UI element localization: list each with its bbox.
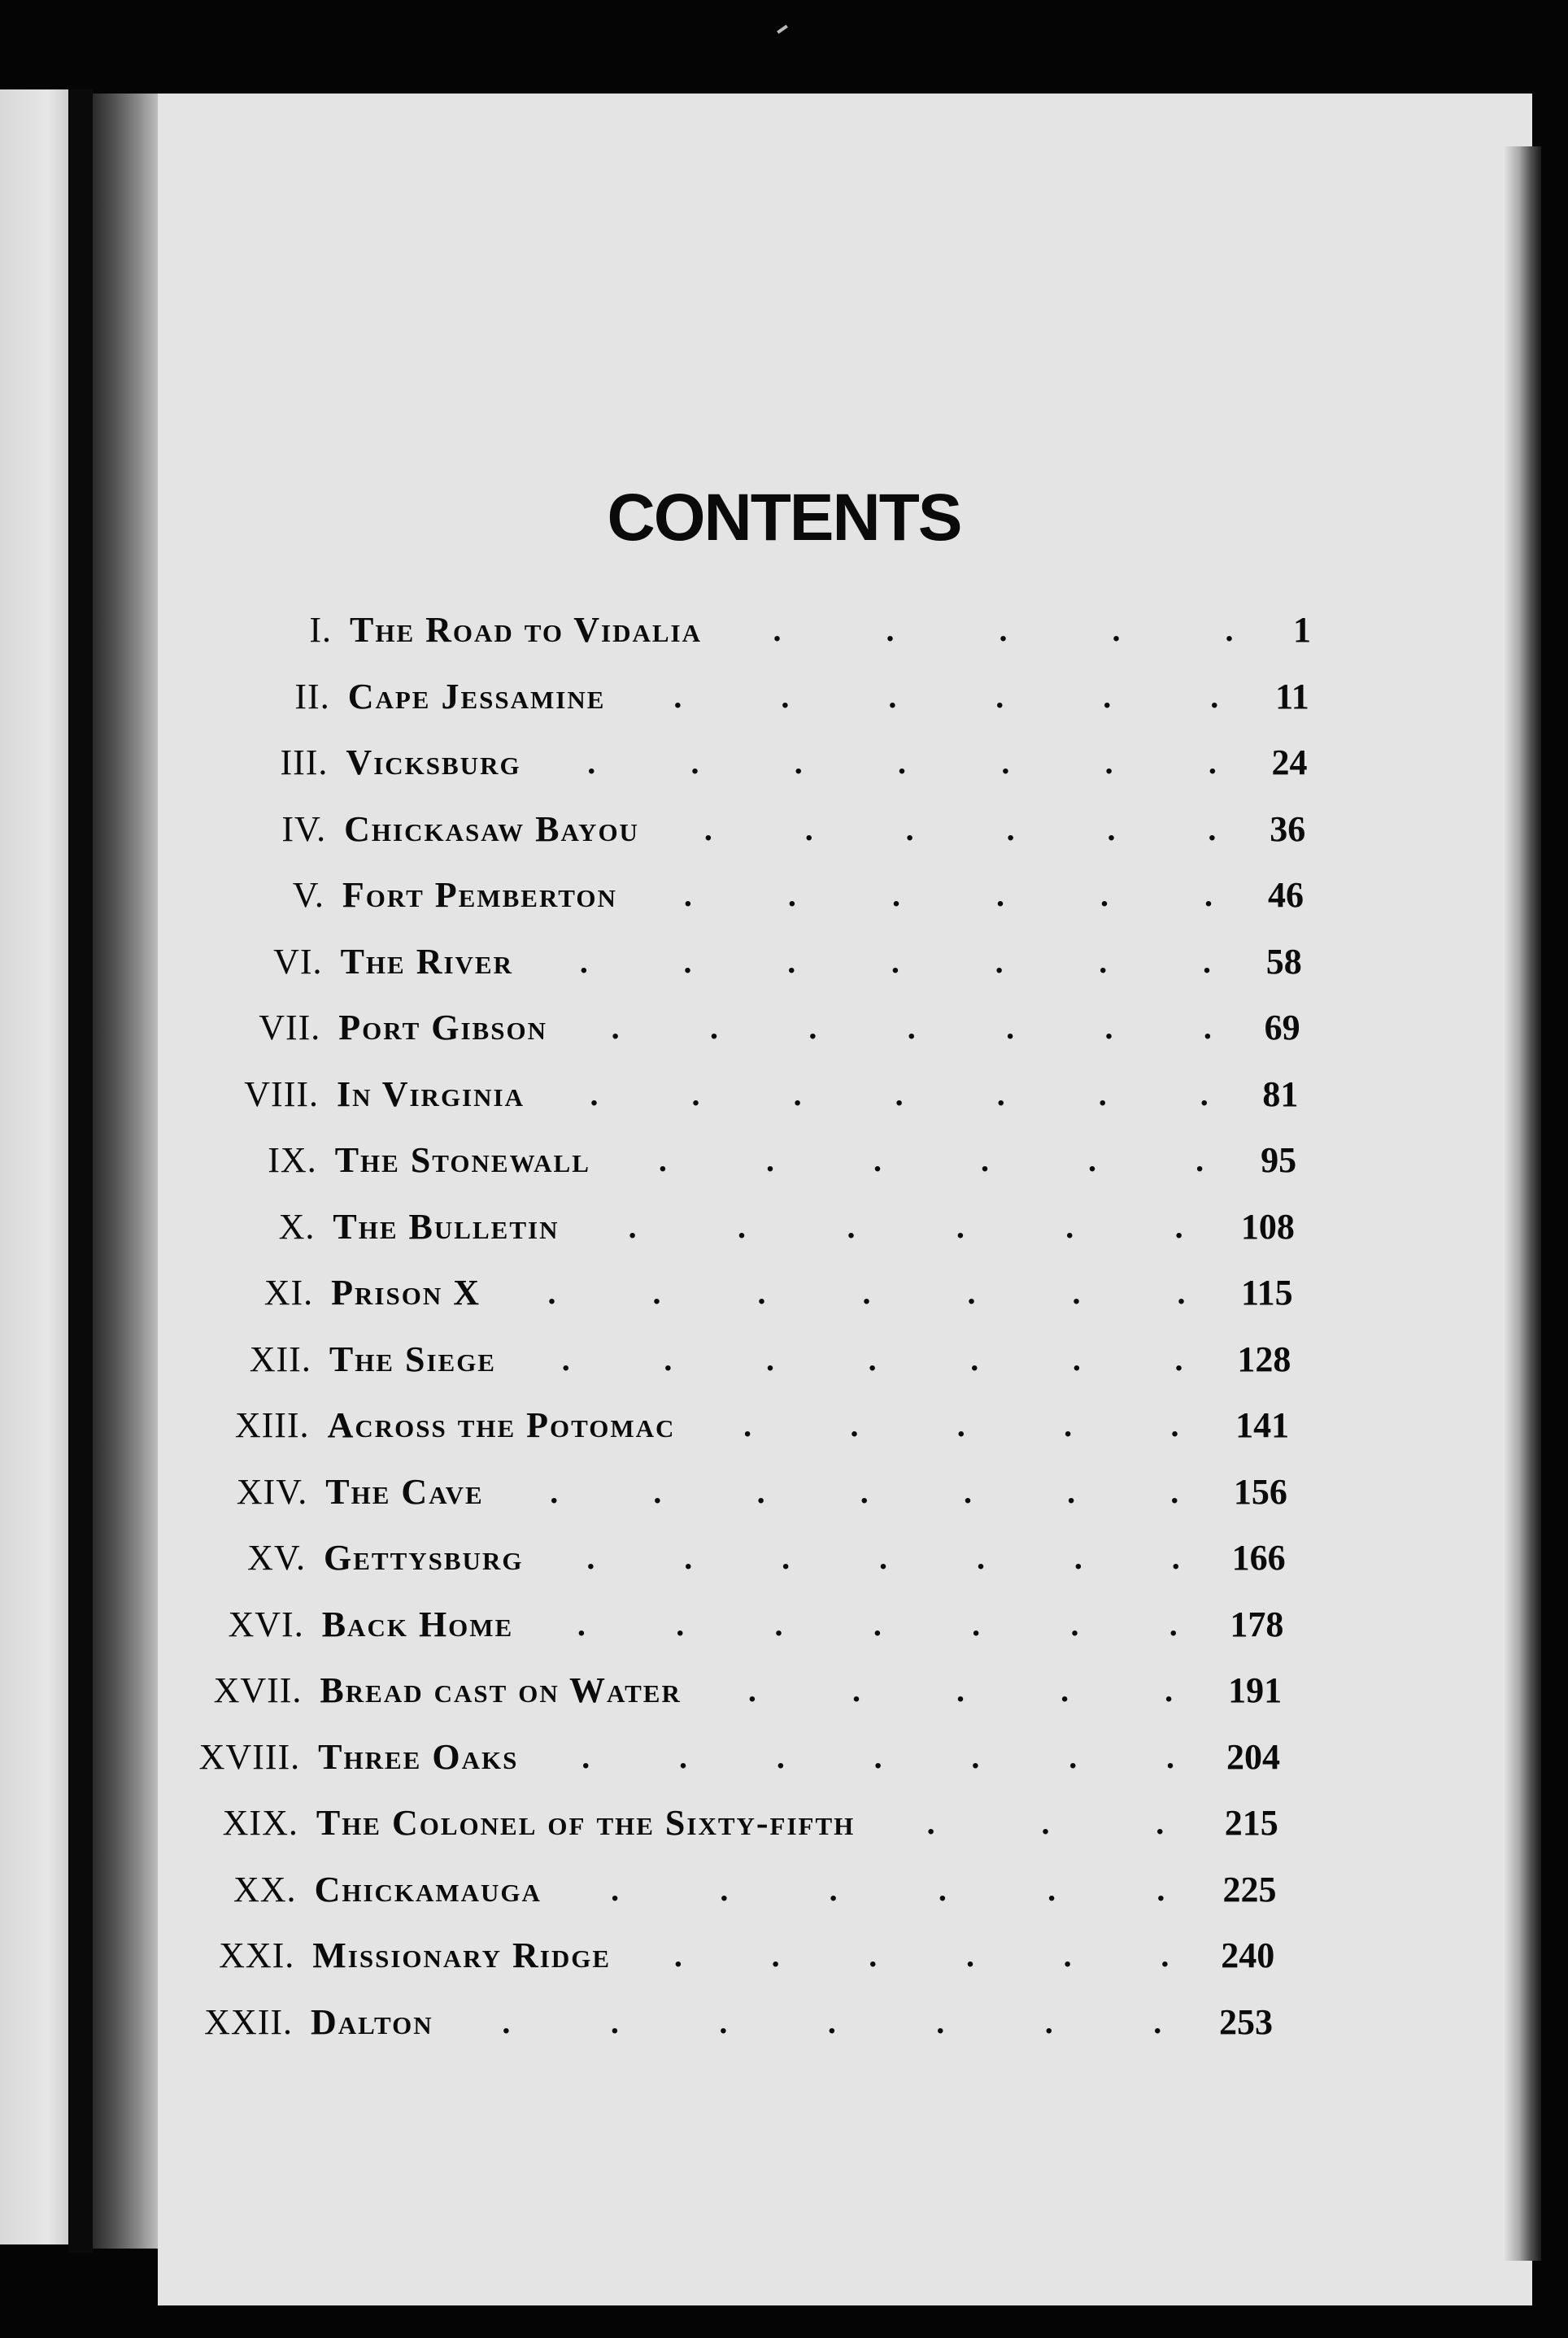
leader-dot: . [970,1340,979,1378]
chapter-title: Prison X [331,1273,481,1313]
chapter-title: The Colonel of the Sixty-fifth [316,1803,856,1843]
leader-dot: . [1072,1274,1081,1311]
chapter-title: Back Home [321,1604,514,1644]
toc-entry [249,1331,1291,1388]
leader-dot: . [502,2003,511,2040]
leader-dot: . [936,2003,945,2040]
chapter-title: Fort Pemberton [342,875,617,915]
leader-dot: . [653,1473,662,1510]
leader-dot: . [891,943,899,980]
dot-leader [511,1331,1226,1388]
leader-dot: . [1104,1009,1113,1046]
toc-entry [294,668,1309,725]
leader-dot: . [747,1672,756,1709]
leader-dot: . [710,1009,718,1046]
stray-mark [777,24,788,33]
leader-dot: . [1104,744,1113,781]
chapter-numeral: XIX. [222,1803,298,1843]
page-title: CONTENTS [607,481,961,555]
leader-dot: . [1069,1738,1078,1775]
leader-dot: . [690,744,699,781]
leader-dot: . [1063,1937,1072,1974]
leader-dot: . [1204,877,1213,913]
chapter-title: Gettysburg [324,1538,524,1578]
chapter-title: The Cave [325,1471,484,1512]
leader-dot: . [868,1340,877,1378]
dot-leader [690,1397,1224,1454]
leader-dot: . [999,612,1008,648]
dot-leader [538,1530,1220,1587]
leader-dot: . [898,744,907,781]
chapter-title: Port Gibson [338,1008,547,1047]
page-number: 24 [1271,742,1308,782]
leader-dot: . [976,1539,985,1576]
toc-entry [236,1464,1287,1521]
leader-dot: . [1061,1672,1069,1709]
dot-leader [556,1861,1212,1918]
chapter-title: Vicksburg [346,742,521,782]
leader-dot: . [1048,1870,1056,1908]
leader-dot: . [808,1009,817,1046]
leader-dot: . [1171,1539,1180,1576]
chapter-title: Missionary Ridge [312,1935,612,1975]
chapter-numeral: I. [309,610,332,650]
leader-dot: . [1006,810,1015,847]
leader-dot: . [860,1473,869,1510]
leader-dot: . [873,1142,882,1178]
leader-dot: . [1165,1672,1174,1709]
chapter-numeral: VII. [259,1008,321,1047]
leader-dot: . [782,1539,791,1576]
toc-entry [280,734,1308,791]
page-number: 141 [1235,1405,1290,1445]
leader-dot: . [1196,1142,1204,1178]
page-number: 69 [1264,1008,1300,1047]
leader-dot: . [1065,1208,1074,1245]
leader-dot: . [673,1937,682,1974]
leader-dot: . [1064,1407,1073,1443]
leader-dot: . [965,1937,974,1974]
leader-dot: . [1070,1605,1079,1643]
leader-dot: . [1208,744,1217,781]
chapter-numeral: VI. [273,941,323,982]
chapter-title: Cape Jessamine [347,676,606,716]
chapter-numeral: XII. [249,1339,311,1379]
toc-entry [222,1795,1278,1852]
page-number: 81 [1262,1073,1299,1114]
dot-leader [539,1066,1251,1123]
chapter-title: Bread cast on Water [320,1670,682,1710]
leader-dot: . [1177,1274,1186,1311]
chapter-numeral: XXII. [204,2001,293,2042]
leader-dot: . [847,1208,856,1245]
leader-dot: . [720,1870,729,1908]
leader-dot: . [1208,810,1217,847]
leader-dot: . [1072,1340,1081,1378]
leader-dot: . [673,677,682,715]
leader-dot: . [963,1473,972,1510]
chapter-title: The Bulletin [333,1206,560,1247]
leader-dot: . [676,1605,685,1643]
page-number: 178 [1230,1604,1284,1644]
leader-dot: . [628,1208,637,1245]
toc-entry [204,1994,1273,2051]
leader-dot: . [771,1937,780,1974]
leader-dot: . [1103,677,1112,715]
leader-dot: . [679,1738,688,1775]
chapter-title: The Stonewall [334,1140,590,1180]
leader-dot: . [611,1870,620,1908]
chapter-numeral: XXI. [219,1935,295,1975]
page-number: 166 [1231,1538,1286,1578]
page-number: 156 [1233,1471,1287,1512]
leader-dot: . [611,1009,620,1046]
leader-dot: . [1044,2003,1053,2040]
leader-dot: . [719,2003,728,2040]
leader-dot: . [781,677,790,715]
table-of-contents [0,602,1568,2066]
leader-dot: . [938,1870,947,1908]
chapter-title: The River [340,941,513,982]
leader-dot: . [852,1672,860,1709]
leader-dot: . [1074,1539,1082,1576]
toc-entry [213,1662,1283,1719]
page-number: 253 [1219,2001,1273,2042]
leader-dot: . [995,943,1004,980]
dot-leader [605,1132,1249,1189]
leader-dot: . [561,1340,570,1378]
chapter-numeral: XVIII. [198,1736,301,1777]
leader-dot: . [1170,1407,1179,1443]
leader-dot: . [774,1605,783,1643]
leader-dot: . [738,1208,747,1245]
toc-entry [247,1530,1286,1587]
leader-dot: . [691,1075,700,1112]
leader-dot: . [1225,612,1234,648]
leader-dot: . [1099,943,1108,980]
toc-entry [281,801,1306,858]
chapter-title: Chickamauga [314,1869,542,1909]
chapter-title: Dalton [311,2001,433,2042]
dot-leader [632,867,1257,924]
leader-dot: . [1166,1738,1175,1775]
leader-dot: . [1161,1937,1169,1974]
dot-leader [654,801,1258,858]
leader-dot: . [683,877,692,913]
page-number: 46 [1268,875,1304,915]
dot-leader [696,1662,1217,1719]
toc-entry [268,1132,1297,1189]
dot-leader [620,668,1264,725]
leader-dot: . [879,1539,888,1576]
dot-leader [536,734,1261,791]
chapter-numeral: II. [294,676,330,716]
dot-leader [573,1199,1229,1256]
page-number: 215 [1224,1803,1278,1843]
leader-dot: . [1202,943,1211,980]
chapter-numeral: VIII. [244,1073,319,1114]
chapter-numeral: XX. [233,1869,297,1909]
dot-leader [625,1927,1209,1984]
dot-leader [528,1596,1218,1653]
leader-dot: . [862,1274,871,1311]
dot-leader [495,1265,1230,1321]
chapter-title: Three Oaks [318,1736,519,1777]
toc-entry [309,602,1311,659]
leader-dot: . [956,1208,965,1245]
dot-leader [869,1795,1213,1852]
chapter-numeral: XIV. [236,1471,308,1512]
leader-dot: . [888,677,897,715]
toc-entry [273,934,1302,990]
leader-dot: . [926,1805,935,1841]
leader-dot: . [1088,1142,1097,1178]
chapter-numeral: X. [278,1206,316,1247]
leader-dot: . [829,1870,838,1908]
leader-dot: . [972,1605,981,1643]
chapter-numeral: XI. [264,1273,314,1313]
leader-dot: . [766,1340,775,1378]
leader-dot: . [1153,2003,1162,2040]
leader-dot: . [776,1738,785,1775]
toc-entry [198,1729,1280,1786]
dot-leader [528,934,1255,990]
page-number: 115 [1241,1273,1293,1313]
leader-dot: . [587,744,596,781]
leader-dot: . [804,810,813,847]
leader-dot: . [664,1340,673,1378]
leader-dot: . [995,877,1004,913]
page-number: 95 [1261,1140,1297,1180]
page-number: 36 [1270,808,1306,849]
leader-dot: . [794,744,803,781]
leader-dot: . [773,612,782,648]
leader-dot: . [850,1407,859,1443]
dot-leader [533,1729,1215,1786]
toc-entry [244,1066,1299,1123]
leader-dot: . [1098,1075,1107,1112]
leader-dot: . [590,1075,599,1112]
leader-dot: . [743,1407,752,1443]
chapter-numeral: III. [280,742,329,782]
leader-dot: . [971,1738,980,1775]
page-number: 1 [1293,610,1311,650]
leader-dot: . [907,1009,916,1046]
leader-dot: . [658,1142,667,1178]
leader-dot: . [1169,1605,1178,1643]
chapter-numeral: IX. [268,1140,317,1180]
dot-leader [562,999,1253,1056]
dot-leader [448,1994,1208,2051]
dot-leader [499,1464,1222,1521]
leader-dot: . [1041,1805,1050,1841]
leader-dot: . [550,1473,559,1510]
leader-dot: . [996,1075,1005,1112]
leader-dot: . [886,612,895,648]
leader-dot: . [891,877,900,913]
toc-entry [278,1199,1295,1256]
toc-entry [292,867,1304,924]
leader-dot: . [956,1672,965,1709]
dot-leader [716,602,1282,659]
leader-dot: . [967,1274,976,1311]
page-number: 191 [1228,1670,1283,1710]
leader-dot: . [1156,1870,1165,1908]
toc-entry [259,999,1300,1056]
toc-entry [233,1861,1277,1918]
chapter-title: The Siege [329,1339,496,1379]
leader-dot: . [577,1605,586,1643]
chapter-title: In Virginia [337,1073,525,1114]
leader-dot: . [1100,877,1108,913]
leader-dot: . [703,810,712,847]
leader-dot: . [787,943,796,980]
leader-dot: . [1112,612,1121,648]
leader-dot: . [757,1274,766,1311]
leader-dot: . [683,943,692,980]
leader-dot: . [1067,1473,1076,1510]
leader-dot: . [1200,1075,1209,1112]
chapter-numeral: XVI. [228,1604,304,1644]
leader-dot: . [1210,677,1219,715]
leader-dot: . [1174,1340,1183,1378]
page-number: 225 [1222,1869,1277,1909]
page-number: 204 [1226,1736,1280,1777]
leader-dot: . [873,1738,882,1775]
leader-dot: . [1174,1208,1183,1245]
chapter-title: The Road to Vidalia [350,610,702,650]
leader-dot: . [610,2003,619,2040]
leader-dot: . [995,677,1004,715]
page-number: 108 [1240,1206,1295,1247]
leader-dot: . [652,1274,661,1311]
page-number: 11 [1275,676,1309,716]
chapter-numeral: V. [292,875,324,915]
toc-entry [219,1927,1275,1984]
leader-dot: . [1001,744,1010,781]
leader-dot: . [905,810,914,847]
leader-dot: . [827,2003,836,2040]
page-number: 128 [1237,1339,1291,1379]
leader-dot: . [581,1738,590,1775]
chapter-numeral: XVII. [213,1670,303,1710]
toc-entry [264,1265,1293,1321]
page-number: 240 [1221,1935,1275,1975]
leader-dot: . [547,1274,556,1311]
leader-dot: . [1006,1009,1015,1046]
leader-dot: . [869,1937,878,1974]
leader-dot: . [1203,1009,1212,1046]
chapter-numeral: XV. [247,1538,306,1578]
leader-dot: . [793,1075,802,1112]
leader-dot: . [873,1605,882,1643]
leader-dot: . [1156,1805,1165,1841]
chapter-numeral: XIII. [234,1405,310,1445]
leader-dot: . [756,1473,765,1510]
chapter-title: Chickasaw Bayou [344,808,639,849]
leader-dot: . [981,1142,990,1178]
leader-dot: . [765,1142,774,1178]
leader-dot: . [586,1539,595,1576]
leader-dot: . [1107,810,1116,847]
leader-dot: . [787,877,796,913]
leader-dot: . [895,1075,904,1112]
chapter-numeral: IV. [281,808,327,849]
leader-dot: . [684,1539,693,1576]
toc-entry [228,1596,1284,1653]
chapter-title: Across the Potomac [327,1405,676,1445]
toc-entry [234,1397,1290,1454]
leader-dot: . [579,943,588,980]
leader-dot: . [1170,1473,1179,1510]
leader-dot: . [956,1407,965,1443]
page-number: 58 [1265,941,1302,982]
